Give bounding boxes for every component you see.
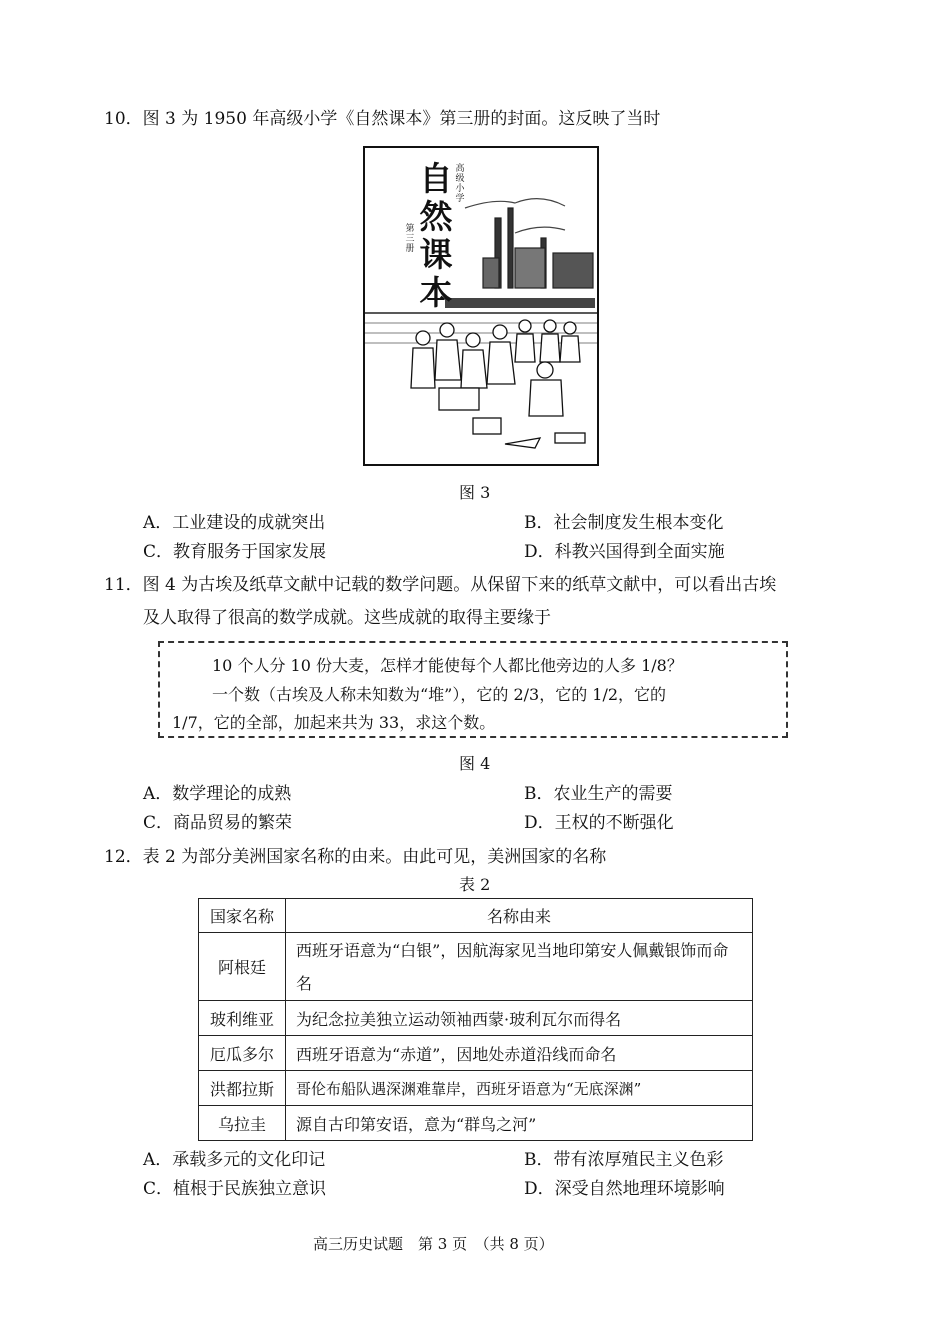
table-cell-country: 玻利维亚 bbox=[199, 1001, 286, 1036]
table-cell-origin: 西班牙语意为“白银”，因航海家见当地印第安人佩戴银饰而命名 bbox=[286, 933, 753, 1001]
cover-title: 自然课本 bbox=[419, 159, 453, 312]
papyrus-problem-box bbox=[158, 641, 788, 738]
q10-option-a[interactable]: A．工业建设的成就突出 bbox=[143, 513, 326, 533]
table-header-row bbox=[199, 899, 753, 933]
table-row bbox=[199, 1106, 753, 1141]
box-line-1: 10 个人分 10 份大麦，怎样才能使每个人都比他旁边的人多 1/8？ bbox=[212, 656, 683, 675]
table-row bbox=[199, 933, 753, 1001]
table-cell-origin: 哥伦布船队遇深渊难靠岸，西班牙语意为“无底深渊” bbox=[286, 1071, 753, 1106]
q11-stem-line1: 11．图 4 为古埃及纸草文献中记载的数学问题。从保留下来的纸草文献中，可以看出古埃 bbox=[104, 575, 777, 595]
cover-subtitle: 高级小学 bbox=[455, 164, 465, 204]
q12-option-c[interactable]: C．植根于民族独立意识 bbox=[143, 1179, 327, 1199]
cover-drawing bbox=[365, 148, 599, 466]
table-header-origin: 名称由来 bbox=[286, 899, 753, 933]
q10-option-b[interactable]: B．社会制度发生根本变化 bbox=[524, 513, 724, 533]
page-footer: 高三历史试题 第 3 页 （共 8 页） bbox=[313, 1235, 554, 1253]
table-header-country: 国家名称 bbox=[199, 899, 286, 933]
figure-4-caption: 图 4 bbox=[459, 754, 491, 773]
table-cell-country: 洪都拉斯 bbox=[199, 1071, 286, 1106]
q10-option-d[interactable]: D．科教兴国得到全面实施 bbox=[524, 542, 725, 562]
q12-stem: 12．表 2 为部分美洲国家名称的由来。由此可见，美洲国家的名称 bbox=[104, 847, 607, 867]
box-line-2: 一个数（古埃及人称未知数为“堆”），它的 2/3，它的 1/2，它的 bbox=[212, 685, 667, 704]
figure-3-caption: 图 3 bbox=[459, 483, 491, 502]
q11-option-b[interactable]: B．农业生产的需要 bbox=[524, 784, 673, 804]
table-cell-country: 阿根廷 bbox=[199, 933, 286, 1001]
table-cell-origin: 为纪念拉美独立运动领袖西蒙·玻利瓦尔而得名 bbox=[286, 1001, 753, 1036]
table-cell-country: 乌拉圭 bbox=[199, 1106, 286, 1141]
q12-option-b[interactable]: B．带有浓厚殖民主义色彩 bbox=[524, 1150, 724, 1170]
table-row bbox=[199, 1001, 753, 1036]
country-name-origin-table bbox=[198, 898, 753, 1141]
table-2-caption: 表 2 bbox=[459, 875, 491, 894]
q11-stem-line2: 及人取得了很高的数学成就。这些成就的取得主要缘于 bbox=[143, 608, 551, 628]
q11-option-d[interactable]: D．王权的不断强化 bbox=[524, 813, 674, 833]
table-cell-country: 厄瓜多尔 bbox=[199, 1036, 286, 1071]
q11-option-c[interactable]: C．商品贸易的繁荣 bbox=[143, 813, 293, 833]
table-row bbox=[199, 1071, 753, 1106]
textbook-cover-illustration bbox=[363, 146, 599, 466]
q12-option-a[interactable]: A．承载多元的文化印记 bbox=[143, 1150, 326, 1170]
table-cell-origin: 西班牙语意为“赤道”，因地处赤道沿线而命名 bbox=[286, 1036, 753, 1071]
cover-volume: 第三册 bbox=[405, 224, 415, 254]
table-cell-origin: 源自古印第安语，意为“群鸟之河” bbox=[286, 1106, 753, 1141]
box-line-3: 1/7，它的全部，加起来共为 33，求这个数。 bbox=[172, 713, 496, 732]
q11-option-a[interactable]: A．数学理论的成熟 bbox=[143, 784, 292, 804]
q12-option-d[interactable]: D．深受自然地理环境影响 bbox=[524, 1179, 725, 1199]
q10-option-c[interactable]: C．教育服务于国家发展 bbox=[143, 542, 327, 562]
table-row bbox=[199, 1036, 753, 1071]
q10-stem: 10．图 3 为 1950 年高级小学《自然课本》第三册的封面。这反映了当时 bbox=[104, 109, 661, 129]
